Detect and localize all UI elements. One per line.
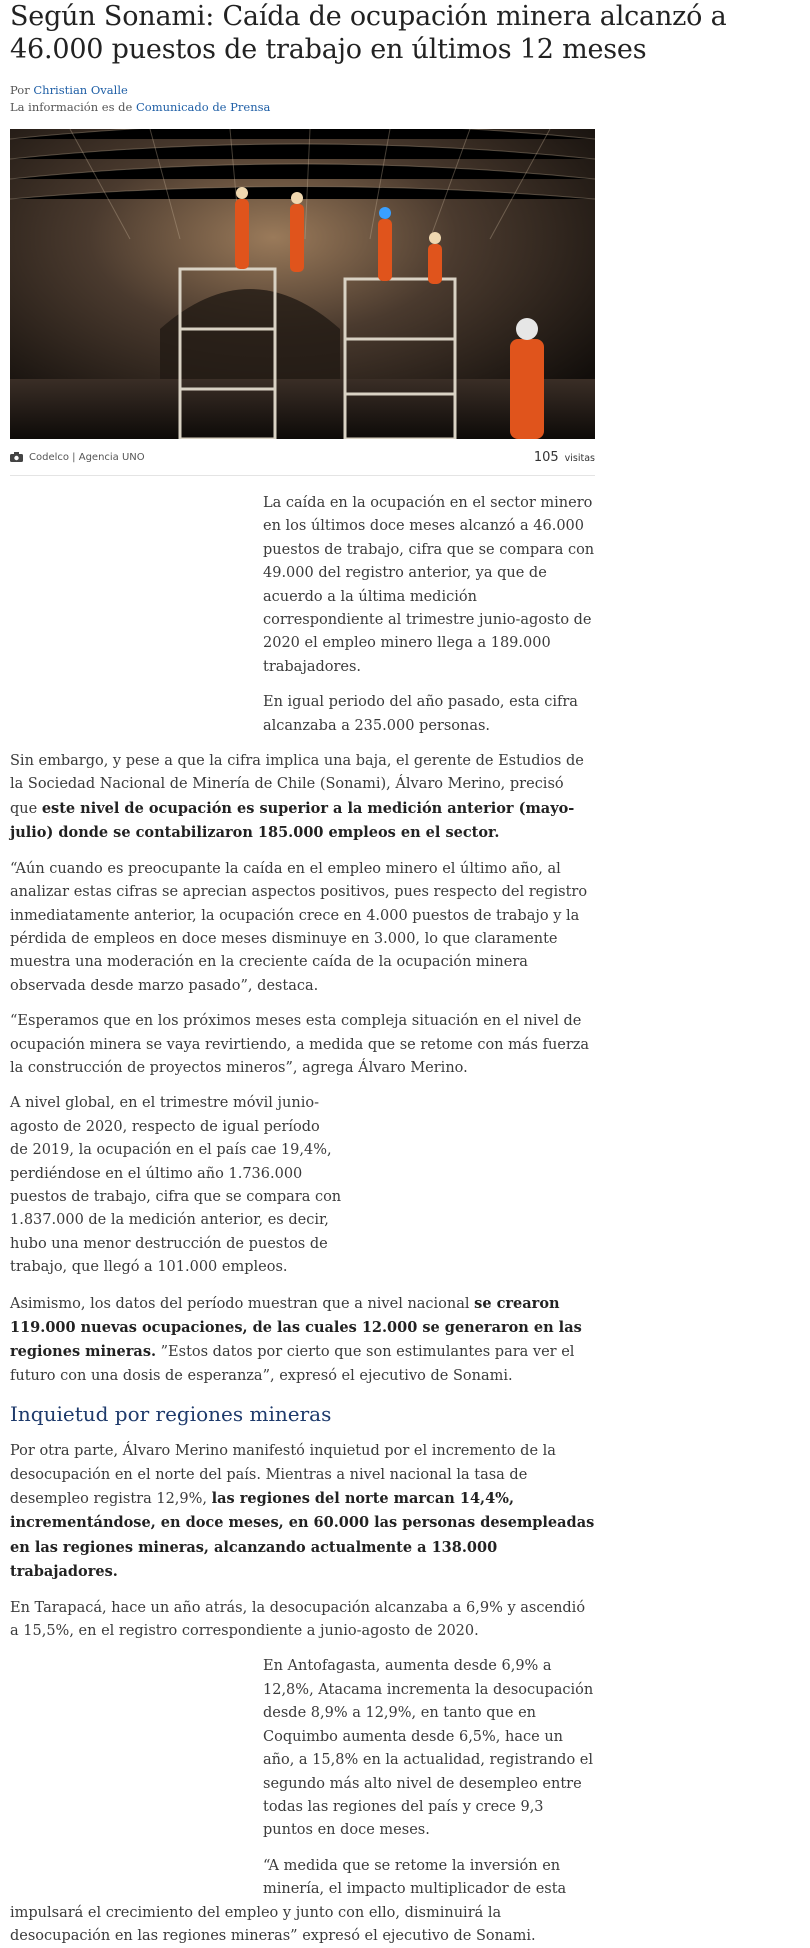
byline — [10, 82, 595, 116]
section-subtitle: Inquietud por regiones mineras — [10, 1402, 332, 1427]
paragraph: En Antofagasta, aumenta desde 6,9% a 12,8%, Atacama incrementa la desocupación desde 8,9% a 12,9%, en tanto que en Coquimbo aumenta desde 6,5%, hace un año, a 15,8% en la actualidad, registrando el segundo más alto nivel de desempleo entre todas las regiones del país y crece 9,3 puntos en doce meses. — [263, 1658, 594, 1839]
paragraph-text: Asimismo, los datos del período muestran que a nivel nacional — [10, 1295, 475, 1312]
paragraph: “Aún cuando es preocupante la caída en el empleo minero el último año, al analizar estas cifras se aprecian aspectos positivos, pues respecto del registro inmediatamente anterior, la ocupación crece en 4.000 puestos de trabajo y la pérdida de empleos en doce meses disminuye en 3.000, lo que claramente muestra una moderación en la creciente caída de la ocupación minera observada desde marzo pasado”, destaca. — [10, 860, 588, 994]
source-link[interactable]: Comunicado de Prensa — [135, 100, 271, 114]
visit-label: visitas — [564, 452, 595, 464]
paragraph-bold: se crearon 119.000 nuevas ocupaciones, de las cuales 12.000 se generaron en las regiones mineras. — [10, 1294, 582, 1361]
paragraph — [10, 1292, 595, 1389]
paragraph-bold: este nivel de ocupación es superior a la medición anterior (mayo-julio) donde se contabilizaron 185.000 empleos en el sector. — [10, 799, 575, 842]
camera-icon — [10, 452, 23, 462]
paragraph: A nivel global, en el trimestre móvil junio-agosto de 2020, respecto de igual período de 2019, la ocupación en el país cae 19,4%, perdiéndose en el último año 1.736.000 puestos de trabajo, cifra que se compara con 1.837.000 de la medición anterior, es decir, hubo una menor destrucción de puestos de trabajo, que llegó a 101.000 empleos. — [10, 1095, 342, 1276]
byline-prefix: Por — [10, 83, 34, 97]
paragraph-text: Por otra parte, Álvaro Merino manifestó inquietud por el incremento de la desocupación en el norte del país. Mientras a nivel nacional la tasa de desempleo registra 12,9%, — [10, 1443, 556, 1508]
visit-count: 105 — [533, 449, 559, 465]
paragraph: En Tarapacá, hace un año atrás, la desocupación alcanzaba a 6,9% y ascendió a 15,5%, en el registro correspondiente a junio-agosto de 2020. — [10, 1599, 586, 1640]
paragraph-text: “A medida que se retome la inversión en minería, el impacto multiplicador de esta — [263, 1857, 567, 1898]
paragraph: La caída en la ocupación en el sector minero en los últimos doce meses alcanzó a 46.000 puestos de trabajo, cifra que se compara con 49.000 del registro anterior, ya que de acuerdo a la última medición correspondiente al trimestre junio-agosto de 2020 el empleo minero llega a 189.000 trabajadores. — [263, 495, 595, 675]
hero-image[interactable] — [10, 129, 595, 439]
article-title: Según Sonami: Caída de ocupación minera alcanzó a 46.000 puestos de trabajo en últimos 12 meses — [10, 1, 727, 65]
paragraph-text: ”Estos datos por cierto que son estimulantes para ver el futuro con una dosis de esperanza”, expresó el ejecutivo de Sonami. — [10, 1344, 575, 1384]
mine-tunnel-photo — [10, 129, 595, 439]
image-caption — [10, 452, 145, 463]
source-prefix: La información es de — [10, 100, 136, 114]
paragraph-text: impulsará el crecimiento del empleo y junto con ello, disminuirá la desocupación en las regiones mineras” expresó el ejecutivo de Sonami. — [10, 1904, 536, 1944]
image-info-bar — [10, 439, 595, 476]
visit-counter — [534, 450, 595, 465]
paragraph: “Esperamos que en los próximos meses esta compleja situación en el nivel de ocupación minera se vaya revirtiendo, a medida que se retome con más fuerza la construcción de proyectos mineros”, agrega Álvaro Merino. — [10, 1013, 590, 1076]
author-line — [10, 82, 595, 99]
author-link[interactable]: Christian Ovalle — [33, 83, 128, 97]
paragraph — [10, 1855, 595, 1948]
paragraph — [10, 750, 595, 846]
paragraph-bold: las regiones del norte marcan 14,4%, incrementándose, en doce meses, en 60.000 las personas desempleadas en las regiones mineras, alcanzando actualmente a 138.000 trabajadores. — [10, 1490, 595, 1581]
paragraph — [10, 1440, 595, 1584]
article — [10, 0, 727, 1948]
caption-text: Codelco | Agencia UNO — [29, 451, 145, 463]
paragraph: En igual periodo del año pasado, esta cifra alcanzaba a 235.000 personas. — [263, 694, 578, 734]
paragraph-text: Sin embargo, y pese a que la cifra implica una baja, el gerente de Estudios de la Sociedad Nacional de Minería de Chile (Sonami), Álvaro Merino, precisó que — [10, 753, 584, 817]
article-body — [10, 492, 595, 1948]
source-line — [10, 99, 595, 116]
